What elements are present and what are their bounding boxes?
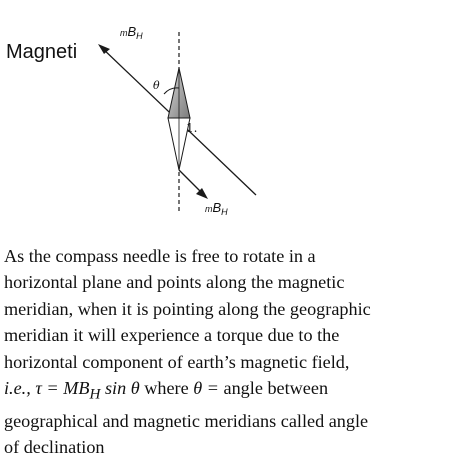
text-line-3: meridian, when it is pointing along the geographic: [4, 298, 371, 319]
arrow-up-left-icon: [98, 44, 110, 54]
top-field-label: mBH: [120, 24, 143, 41]
bottom-field-label: mBH: [205, 200, 228, 217]
torque-formula-subscript: H: [89, 385, 101, 403]
text-line-7: geographical and magnetic meridians called angle: [4, 411, 369, 432]
text-line-1: As the compass needle is free to rotate in a: [4, 246, 316, 266]
text-line-6: [4, 378, 329, 403]
explanation-paragraph: [4, 243, 451, 461]
magnetic-meridian-label: Magneti: [6, 41, 78, 63]
right-angle-mark: 1.: [186, 121, 198, 135]
text-where: where: [139, 378, 194, 399]
torque-formula-sin: sin θ: [100, 378, 140, 399]
text-line-2: horizontal plane and points along the magnetic: [4, 272, 345, 293]
theta-label: θ: [153, 79, 160, 92]
compass-needle-diagram: [0, 0, 451, 225]
text-line-4: meridian it will experience a torque due to the: [4, 325, 340, 346]
text-line-8: of declination: [4, 437, 105, 458]
text-angle-between: angle between: [218, 378, 329, 399]
text-line-5: horizontal component of earth’s magnetic field,: [4, 351, 350, 372]
theta-equals: θ =: [193, 378, 219, 399]
torque-formula: i.e., τ = MB: [4, 378, 90, 399]
